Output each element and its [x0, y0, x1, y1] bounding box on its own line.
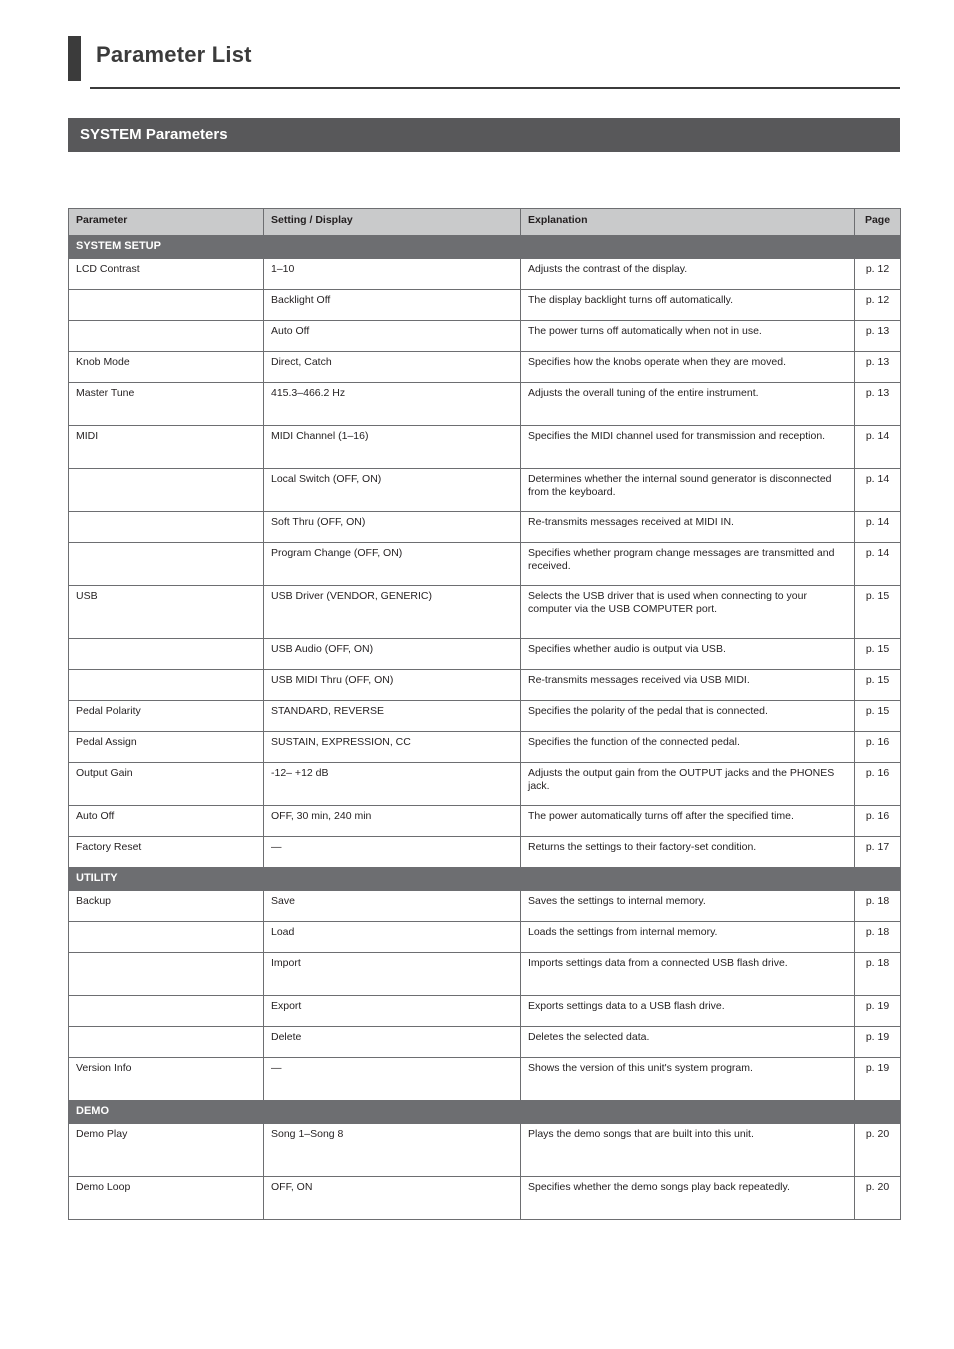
- cell-explanation: The display backlight turns off automatically.: [521, 290, 855, 321]
- column-header-page: Page: [855, 209, 901, 236]
- table-row: [69, 426, 901, 469]
- cell-page: p. 14: [855, 512, 901, 543]
- table-head: [69, 209, 901, 236]
- cell-page: p. 15: [855, 670, 901, 701]
- table-row: [69, 953, 901, 996]
- cell-explanation: Specifies whether program change messages are transmitted and received.: [521, 543, 855, 586]
- page-title: Parameter List: [96, 42, 252, 67]
- cell-parameter: Backup: [69, 891, 264, 922]
- cell-page: p. 19: [855, 1027, 901, 1058]
- cell-page: p. 18: [855, 953, 901, 996]
- cell-page: p. 15: [855, 701, 901, 732]
- cell-setting: Backlight Off: [264, 290, 521, 321]
- cell-parameter: Pedal Polarity: [69, 701, 264, 732]
- table-row: [69, 469, 901, 512]
- table-body: [69, 236, 901, 1220]
- table-group-label: DEMO: [69, 1101, 901, 1124]
- cell-explanation: Re-transmits messages received via USB MIDI.: [521, 670, 855, 701]
- cell-setting: Local Switch (OFF, ON): [264, 469, 521, 512]
- cell-setting: Save: [264, 891, 521, 922]
- cell-setting: Import: [264, 953, 521, 996]
- cell-parameter: Auto Off: [69, 806, 264, 837]
- cell-page: p. 13: [855, 352, 901, 383]
- table-row: [69, 1058, 901, 1101]
- cell-explanation: Specifies how the knobs operate when they are moved.: [521, 352, 855, 383]
- cell-setting: OFF, ON: [264, 1177, 521, 1220]
- table-row: [69, 922, 901, 953]
- table-group-label: UTILITY: [69, 868, 901, 891]
- cell-explanation: Adjusts the contrast of the display.: [521, 259, 855, 290]
- cell-setting: STANDARD, REVERSE: [264, 701, 521, 732]
- cell-page: p. 19: [855, 1058, 901, 1101]
- table-group-row: [69, 868, 901, 891]
- cell-parameter: [69, 469, 264, 512]
- cell-page: p. 20: [855, 1177, 901, 1220]
- cell-explanation: Loads the settings from internal memory.: [521, 922, 855, 953]
- table-row: [69, 290, 901, 321]
- table-header-row: [69, 209, 901, 236]
- column-header-setting: Setting / Display: [264, 209, 521, 236]
- table-row: [69, 1027, 901, 1058]
- table-row: [69, 763, 901, 806]
- cell-page: p. 16: [855, 763, 901, 806]
- table-row: [69, 543, 901, 586]
- cell-page: p. 12: [855, 290, 901, 321]
- cell-setting: SUSTAIN, EXPRESSION, CC: [264, 732, 521, 763]
- cell-setting: 415.3–466.2 Hz: [264, 383, 521, 426]
- cell-parameter: [69, 953, 264, 996]
- table-row: [69, 732, 901, 763]
- cell-parameter: Knob Mode: [69, 352, 264, 383]
- table-row: [69, 670, 901, 701]
- section-band-label: SYSTEM Parameters: [80, 126, 228, 143]
- cell-parameter: USB: [69, 586, 264, 639]
- table-group-label: SYSTEM SETUP: [69, 236, 901, 259]
- cell-page: p. 12: [855, 259, 901, 290]
- cell-setting: USB MIDI Thru (OFF, ON): [264, 670, 521, 701]
- cell-page: p. 20: [855, 1124, 901, 1177]
- table-row: [69, 996, 901, 1027]
- cell-page: p. 16: [855, 732, 901, 763]
- table-row: [69, 586, 901, 639]
- cell-parameter: Output Gain: [69, 763, 264, 806]
- cell-page: p. 14: [855, 543, 901, 586]
- table-row: [69, 806, 901, 837]
- table-row: [69, 383, 901, 426]
- cell-explanation: Adjusts the overall tuning of the entire instrument.: [521, 383, 855, 426]
- cell-page: p. 17: [855, 837, 901, 868]
- cell-explanation: Specifies the function of the connected pedal.: [521, 732, 855, 763]
- table-row: [69, 321, 901, 352]
- cell-page: p. 19: [855, 996, 901, 1027]
- parameter-table: [68, 208, 901, 1220]
- cell-parameter: [69, 543, 264, 586]
- cell-explanation: Specifies the MIDI channel used for transmission and reception.: [521, 426, 855, 469]
- cell-explanation: Returns the settings to their factory-set condition.: [521, 837, 855, 868]
- cell-setting: Delete: [264, 1027, 521, 1058]
- cell-page: p. 18: [855, 891, 901, 922]
- cell-explanation: Exports settings data to a USB flash drive.: [521, 996, 855, 1027]
- cell-explanation: Specifies whether the demo songs play back repeatedly.: [521, 1177, 855, 1220]
- cell-setting: USB Driver (VENDOR, GENERIC): [264, 586, 521, 639]
- cell-page: p. 13: [855, 383, 901, 426]
- page-header: [68, 36, 900, 92]
- cell-parameter: MIDI: [69, 426, 264, 469]
- cell-parameter: Master Tune: [69, 383, 264, 426]
- cell-explanation: Specifies the polarity of the pedal that is connected.: [521, 701, 855, 732]
- cell-parameter: Pedal Assign: [69, 732, 264, 763]
- cell-explanation: Deletes the selected data.: [521, 1027, 855, 1058]
- header-mark: [68, 36, 81, 81]
- cell-parameter: Demo Loop: [69, 1177, 264, 1220]
- cell-explanation: Selects the USB driver that is used when connecting to your computer via the USB COMPUTER port.: [521, 586, 855, 639]
- cell-explanation: Imports settings data from a connected USB flash drive.: [521, 953, 855, 996]
- cell-parameter: Demo Play: [69, 1124, 264, 1177]
- cell-explanation: The power automatically turns off after the specified time.: [521, 806, 855, 837]
- cell-explanation: Shows the version of this unit's system program.: [521, 1058, 855, 1101]
- table-row: [69, 891, 901, 922]
- cell-setting: Program Change (OFF, ON): [264, 543, 521, 586]
- cell-parameter: Factory Reset: [69, 837, 264, 868]
- cell-parameter: [69, 639, 264, 670]
- cell-setting: -12– +12 dB: [264, 763, 521, 806]
- cell-page: p. 14: [855, 426, 901, 469]
- table-row: [69, 1124, 901, 1177]
- column-header-explanation: Explanation: [521, 209, 855, 236]
- cell-parameter: [69, 996, 264, 1027]
- table-row: [69, 639, 901, 670]
- cell-explanation: Determines whether the internal sound generator is disconnected from the keyboard.: [521, 469, 855, 512]
- table-row: [69, 512, 901, 543]
- cell-parameter: [69, 922, 264, 953]
- header-rule: [90, 87, 900, 89]
- cell-page: p. 15: [855, 586, 901, 639]
- cell-page: p. 18: [855, 922, 901, 953]
- cell-setting: Load: [264, 922, 521, 953]
- table-row: [69, 1177, 901, 1220]
- column-header-parameter: Parameter: [69, 209, 264, 236]
- cell-setting: Soft Thru (OFF, ON): [264, 512, 521, 543]
- table-row: [69, 837, 901, 868]
- table-group-row: [69, 236, 901, 259]
- cell-explanation: Adjusts the output gain from the OUTPUT jacks and the PHONES jack.: [521, 763, 855, 806]
- table-row: [69, 352, 901, 383]
- cell-explanation: Specifies whether audio is output via USB.: [521, 639, 855, 670]
- cell-parameter: [69, 1027, 264, 1058]
- cell-setting: —: [264, 1058, 521, 1101]
- cell-setting: OFF, 30 min, 240 min: [264, 806, 521, 837]
- cell-setting: USB Audio (OFF, ON): [264, 639, 521, 670]
- cell-explanation: Re-transmits messages received at MIDI IN.: [521, 512, 855, 543]
- cell-parameter: Version Info: [69, 1058, 264, 1101]
- cell-setting: Song 1–Song 8: [264, 1124, 521, 1177]
- cell-explanation: Plays the demo songs that are built into this unit.: [521, 1124, 855, 1177]
- cell-setting: Auto Off: [264, 321, 521, 352]
- cell-page: p. 13: [855, 321, 901, 352]
- cell-explanation: Saves the settings to internal memory.: [521, 891, 855, 922]
- cell-page: p. 16: [855, 806, 901, 837]
- cell-explanation: The power turns off automatically when not in use.: [521, 321, 855, 352]
- cell-parameter: [69, 670, 264, 701]
- cell-parameter: [69, 321, 264, 352]
- cell-setting: Direct, Catch: [264, 352, 521, 383]
- table-row: [69, 259, 901, 290]
- cell-parameter: [69, 290, 264, 321]
- table-row: [69, 701, 901, 732]
- table-group-row: [69, 1101, 901, 1124]
- cell-page: p. 15: [855, 639, 901, 670]
- cell-setting: Export: [264, 996, 521, 1027]
- cell-page: p. 14: [855, 469, 901, 512]
- cell-setting: 1–10: [264, 259, 521, 290]
- cell-parameter: [69, 512, 264, 543]
- cell-setting: —: [264, 837, 521, 868]
- cell-parameter: LCD Contrast: [69, 259, 264, 290]
- section-band: [68, 118, 900, 152]
- cell-setting: MIDI Channel (1–16): [264, 426, 521, 469]
